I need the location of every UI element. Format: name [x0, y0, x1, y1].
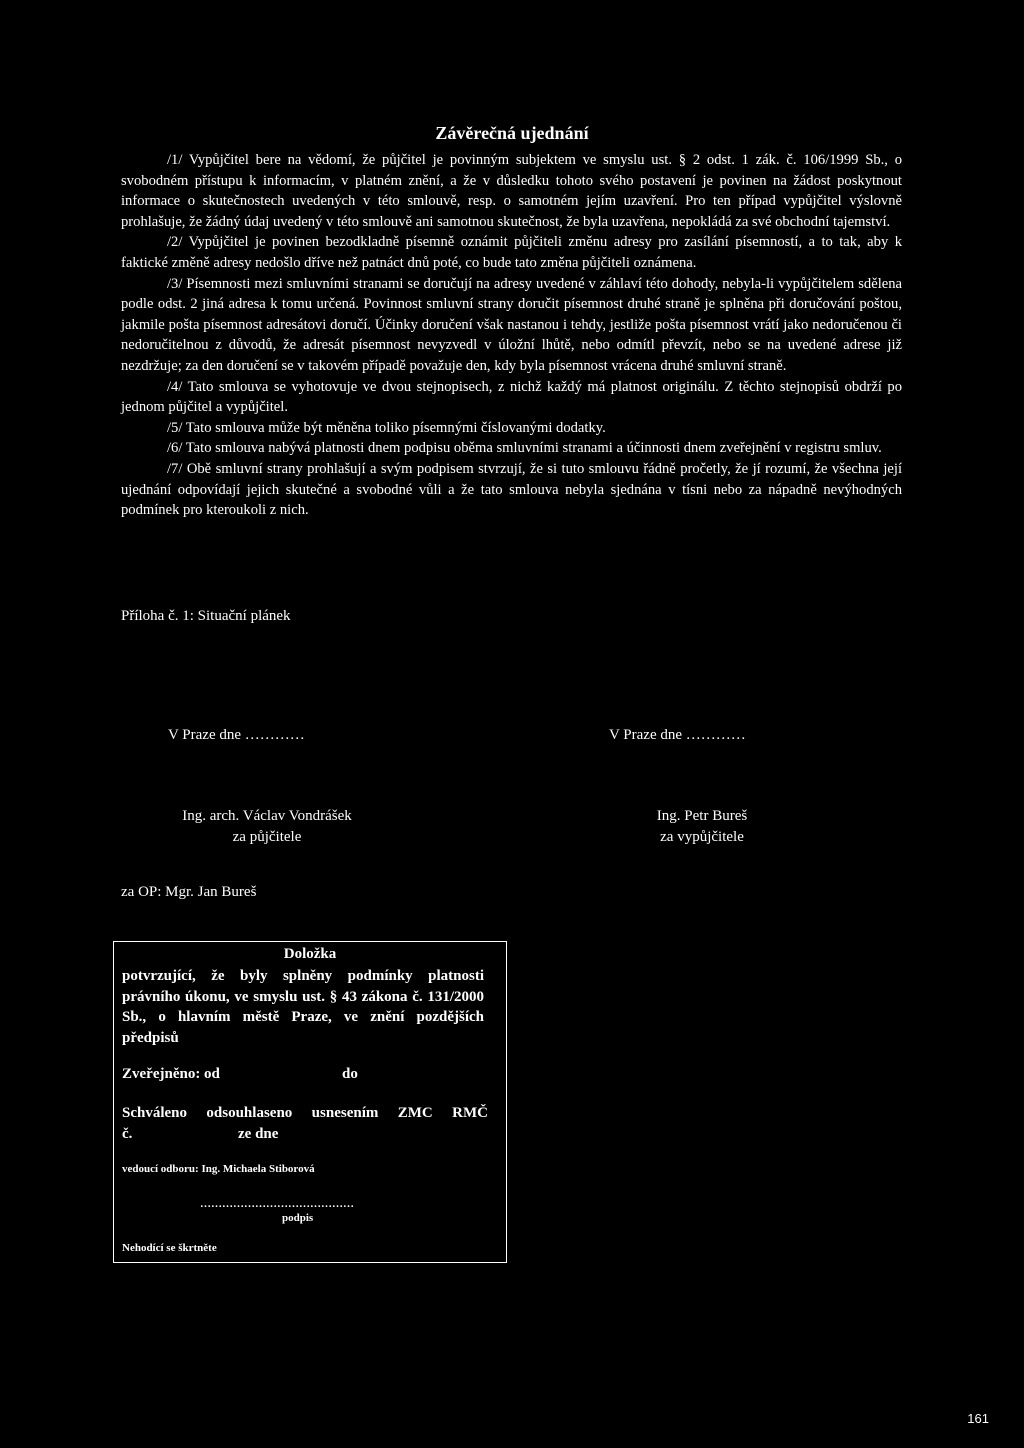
- page-number: 161: [967, 1411, 989, 1426]
- paragraph-4: /4/ Tato smlouva se vyhotovuje ve dvou stejnopisech, z nichž každý má platnost originálu. Z těchto stejnopisů obdrží po jednom půjčitel a vypůjčitel.: [121, 378, 902, 416]
- approved-number-label: č.: [122, 1126, 133, 1142]
- paragraph-5: /5/ Tato smlouva může být měněna toliko písemnými číslovanými dodatky.: [167, 419, 606, 436]
- published-to-label: do: [342, 1066, 358, 1082]
- validity-clause-box: [113, 941, 507, 1263]
- clause-text: potvrzující, že byly splněny podmínky platnosti právního úkonu, ve smyslu ust. § 43 zákona č. 131/2000 Sb., o hlavním městě Praze, ve znění pozdějších předpisů: [122, 968, 484, 1046]
- signature-dots: ……………………………………: [200, 1198, 354, 1210]
- borrower-signature-block: [620, 806, 784, 848]
- attachment-note: Příloha č. 1: Situační plánek: [121, 608, 291, 624]
- borrower-role: za vypůjčitele: [660, 829, 744, 845]
- department-head: vedoucí odboru: Ing. Michaela Stiborová: [122, 1163, 315, 1175]
- borrower-name: Ing. Petr Bureš: [656, 808, 748, 824]
- lender-name: Ing. arch. Václav Vondrášek: [182, 808, 352, 824]
- paragraph-3: /3/ Písemnosti mezi smluvními stranami se doručují na adresy uvedené v záhlaví této dohody, nebyla-li vypůjčitelem sdělena podle odst. 2 jiná adresa k tomu určená. Povinnost smluvní strany doručit písemnost druhé straně je splněna při doručování poštou, jakmile pošta písemnost adresátovi doručí. Účinky doručení však nastanou i tehdy, jestliže pošta písemnost vrátí jako nedoručenou či nedoručitelnou z důvodů, že adresát písemnost nevyzvedl v úložní lhůtě, nebo odmítl převzít, nebo se na uvedené adrese již nezdržuje; za den doručení se v takovém případě považuje den, kdy byla písemnost vrácena druhé smluvní straně.: [121, 275, 902, 374]
- left-place-date: V Praze dne …………: [168, 727, 305, 743]
- published-label: Zveřejněno: od: [122, 1066, 220, 1082]
- paragraph-7: /7/ Obě smluvní strany prohlašují a svým podpisem stvrzují, že si tuto smlouvu řádně pročetly, že jí rozumí, že všechna její ujednání odpovídají jejich skutečné a svobodné vůli a že tato smlouva nebyla sjednána v tísni nebo za nápadně nevýhodných podmínek pro kteroukoli z nich.: [121, 460, 902, 519]
- approved-date-label: ze dne: [238, 1126, 279, 1142]
- strike-note: Nehodící se škrtněte: [122, 1242, 217, 1254]
- right-place-date: V Praze dne …………: [609, 727, 746, 743]
- section-title: Závěrečná ujednání: [435, 123, 589, 143]
- approved-text: Schváleno odsouhlaseno usnesením ZMC RMČ: [122, 1105, 488, 1121]
- final-provisions-text: [121, 150, 902, 521]
- clause-title: Doložka: [283, 946, 337, 962]
- op-representative: za OP: Mgr. Jan Bureš: [121, 884, 257, 900]
- signature-label: podpis: [282, 1212, 314, 1224]
- paragraph-2: /2/ Vypůjčitel je povinen bezodkladně písemně oznámit půjčiteli změnu adresy pro zasílání písemností, a to tak, aby k faktické změně adresy nedošlo dříve než patnáct dnů poté, co bude tato změna půjčiteli oznámena.: [121, 234, 902, 271]
- paragraph-6: /6/ Tato smlouva nabývá platnosti dnem podpisu oběma smluvními stranami a účinnosti dnem zveřejnění v registru smluv.: [167, 440, 882, 457]
- paragraph-1: /1/ Vypůjčitel bere na vědomí, že půjčitel je povinným subjektem ve smyslu ust. § 2 odst. 1 zák. č. 106/1999 Sb., o svobodném přístupu k informacím, v platném znění, a že v důsledku tohoto svého postavení je povinen na žádost poskytnout informace o skutečnostech uvedených v této smlouvě, resp. o samotném jejím uzavření. Pro ten případ vypůjčitel výslovně prohlašuje, že žádný údaj uvedený v této smlouvě ani samotnou skutečnost, že byla uzavřena, nepokládá za své obchodní tajemství.: [121, 152, 902, 230]
- lender-role: za půjčitele: [232, 829, 302, 845]
- lender-signature-block: [150, 806, 384, 848]
